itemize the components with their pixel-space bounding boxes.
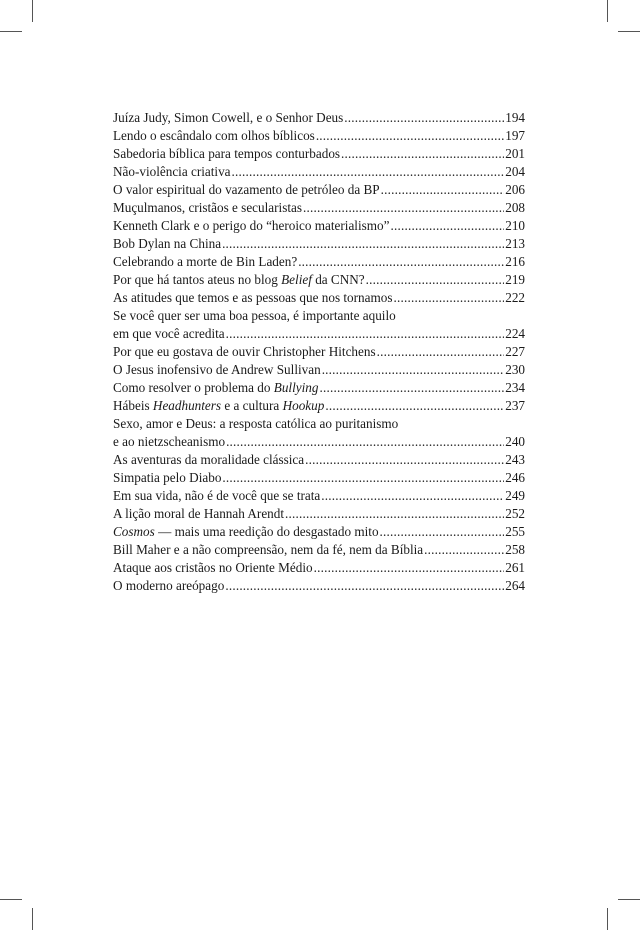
- toc-dot-leader: [305, 451, 504, 469]
- toc-entry-row: [113, 505, 525, 523]
- toc-dot-leader: [232, 163, 505, 181]
- toc-entry-title-text: em que você acredita: [113, 326, 225, 341]
- toc-entry-title: [113, 181, 380, 199]
- toc-entry[interactable]: [113, 559, 525, 577]
- toc-entry-title-line: Se você quer ser uma boa pessoa, é importante aquilo: [113, 308, 396, 323]
- toc-entry-title: [113, 379, 318, 397]
- toc-entry-title: [113, 469, 221, 487]
- toc-page-number: 237: [505, 398, 525, 413]
- toc-dot-leader: [377, 343, 505, 361]
- toc-entry[interactable]: [113, 523, 525, 541]
- toc-entry-title-text: Não-violência criativa: [113, 164, 231, 179]
- toc-entry[interactable]: [113, 451, 525, 469]
- toc-entry-row: [113, 181, 525, 199]
- toc-page-number: 204: [505, 164, 525, 179]
- toc-entry-title: [113, 397, 324, 415]
- toc-entry-row: [113, 235, 525, 253]
- toc-entry-title: [113, 523, 379, 541]
- toc-page-number: 234: [505, 380, 525, 395]
- toc-entry-title: [113, 271, 365, 289]
- toc-page-number: 252: [505, 506, 525, 521]
- toc-entry-title: [113, 163, 231, 181]
- toc-dot-leader: [316, 127, 504, 145]
- toc-entry[interactable]: [113, 199, 525, 217]
- toc-entry-title: [113, 217, 389, 235]
- toc-dot-leader: [380, 523, 505, 541]
- toc-entry-title: [113, 289, 392, 307]
- toc-dot-leader: [393, 289, 504, 307]
- toc-dot-leader: [366, 271, 505, 289]
- toc-page-number: 194: [505, 110, 525, 125]
- toc-entry-row: [113, 109, 525, 127]
- toc-entry-title-text: — mais uma reedição do desgastado mito: [154, 524, 379, 539]
- toc-dot-leader: [314, 559, 505, 577]
- toc-dot-leader: [424, 541, 504, 559]
- toc-entry-title: [113, 541, 423, 559]
- toc-dot-leader: [381, 181, 505, 199]
- toc-entry[interactable]: [113, 163, 525, 181]
- toc-entry-title-text: As atitudes que temos e as pessoas que nos tornamos: [113, 290, 393, 305]
- toc-dot-leader: [341, 145, 504, 163]
- toc-entry[interactable]: [113, 541, 525, 559]
- toc-entry-title-text: Celebrando a morte de Bin Laden?: [113, 254, 298, 269]
- toc-page-number: 201: [505, 146, 525, 161]
- toc-entry[interactable]: [113, 307, 525, 343]
- toc-entry-title-text: Sabedoria bíblica para tempos conturbados: [113, 146, 341, 161]
- crop-mark-top-left: [32, 0, 33, 22]
- toc-dot-leader: [222, 235, 504, 253]
- toc-entry-row: [113, 469, 525, 487]
- toc-page-number: 258: [505, 542, 525, 557]
- toc-entry-title-italic: Headhunters: [152, 398, 222, 413]
- toc-entry-row: [113, 127, 525, 145]
- toc-entry-title-text: Em sua vida, não é de você que se trata: [113, 488, 321, 503]
- toc-page-number: 264: [505, 578, 525, 593]
- toc-entry[interactable]: [113, 109, 525, 127]
- toc-page-number: 240: [505, 434, 525, 449]
- toc-entry-row: [113, 199, 525, 217]
- toc-entry-title: [113, 127, 315, 145]
- toc-entry-title: [113, 487, 320, 505]
- toc-page-number: 206: [505, 182, 525, 197]
- toc-entry[interactable]: [113, 181, 525, 199]
- toc-page-number: 216: [505, 254, 525, 269]
- toc-entry-title-text: O moderno areópago: [113, 578, 225, 593]
- toc-entry-title: [113, 451, 304, 469]
- toc-page-number: 222: [505, 290, 525, 305]
- toc-entry-title-text: Bob Dylan na China: [113, 236, 222, 251]
- toc-entry-row: [113, 361, 525, 379]
- toc-page-number: 261: [505, 560, 525, 575]
- toc-entry-title-text: da CNN?: [311, 272, 365, 287]
- crop-mark-top-left-h: [0, 31, 22, 32]
- toc-entry-title-text: Kenneth Clark e o perigo do “heroico materialismo”: [113, 218, 390, 233]
- toc-dot-leader: [226, 325, 505, 343]
- toc-dot-leader: [303, 199, 504, 217]
- toc-entry-title-italic: Cosmos: [113, 524, 155, 539]
- toc-entry[interactable]: [113, 235, 525, 253]
- crop-mark-top-right-h: [618, 31, 640, 32]
- toc-entry-row: [113, 289, 525, 307]
- toc-page-number: 249: [505, 488, 525, 503]
- toc-entry-title-text: O valor espiritual do vazamento de petróleo da BP: [113, 182, 380, 197]
- toc-entry-title: [113, 559, 313, 577]
- toc-dot-leader: [325, 397, 504, 415]
- toc-dot-leader: [298, 253, 504, 271]
- toc-page-number: 219: [505, 272, 525, 287]
- toc-entry-title-italic: Hookup: [282, 398, 325, 413]
- toc-entry[interactable]: [113, 415, 525, 451]
- toc-dot-leader: [344, 109, 504, 127]
- crop-mark-bottom-left: [32, 908, 33, 930]
- toc-entry-title-text: Ataque aos cristãos no Oriente Médio: [113, 560, 313, 575]
- toc-entry-title: [113, 145, 340, 163]
- toc-entry[interactable]: [113, 145, 525, 163]
- toc-entry-row: [113, 145, 525, 163]
- toc-page-number: 210: [505, 218, 525, 233]
- toc-page-number: 230: [505, 362, 525, 377]
- toc-entry[interactable]: [113, 217, 525, 235]
- toc-entry[interactable]: [113, 361, 525, 379]
- toc-page-number: 224: [505, 326, 525, 341]
- toc-entry-title-italic: Belief: [281, 272, 312, 287]
- toc-entry[interactable]: [113, 271, 525, 289]
- toc-entry-title: [113, 433, 225, 451]
- toc-entry-title-text: Juíza Judy, Simon Cowell, e o Senhor Deus: [113, 110, 344, 125]
- toc-page-number: 243: [505, 452, 525, 467]
- toc-entry-title-text: Bill Maher e a não compreensão, nem da fé, nem da Bíblia: [113, 542, 424, 557]
- toc-entry-title-text: Por que eu gostava de ouvir Christopher Hitchens: [113, 344, 376, 359]
- toc-page-number: 255: [505, 524, 525, 539]
- crop-mark-top-right: [607, 0, 608, 22]
- toc-page-number: 208: [505, 200, 525, 215]
- toc-entry-title: [113, 361, 321, 379]
- crop-mark-bottom-left-h: [0, 899, 22, 900]
- toc-entry-row: [113, 451, 525, 469]
- toc-entry[interactable]: [113, 469, 525, 487]
- toc-entry-title: [113, 325, 225, 343]
- toc-entry[interactable]: [113, 253, 525, 271]
- toc-entry-title-text: O Jesus inofensivo de Andrew Sullivan: [113, 362, 321, 377]
- toc-entry-row: [113, 577, 525, 595]
- toc-entry-title-text: Por que há tantos ateus no blog: [113, 272, 282, 287]
- crop-mark-bottom-right: [607, 908, 608, 930]
- toc-entry-title-italic: Bullying: [273, 380, 319, 395]
- toc-entry-title: [113, 505, 284, 523]
- toc-entry-row: [113, 253, 525, 271]
- toc-page-number: 246: [505, 470, 525, 485]
- toc-dot-leader: [226, 433, 504, 451]
- toc-entry-row: [113, 397, 525, 415]
- toc-entry-row: [113, 217, 525, 235]
- toc-entry-title-line: Sexo, amor e Deus: a resposta católica ao puritanismo: [113, 416, 399, 431]
- toc-entry-title-text: Como resolver o problema do: [113, 380, 274, 395]
- toc-entry[interactable]: [113, 487, 525, 505]
- toc-entry-title-text: As aventuras da moralidade clássica: [113, 452, 305, 467]
- toc-entry-title: [113, 199, 302, 217]
- toc-entry[interactable]: [113, 289, 525, 307]
- toc-dot-leader: [222, 469, 504, 487]
- toc-entry-title-text: Hábeis: [113, 398, 153, 413]
- toc-entry-title-text: e ao nietzscheanismo: [113, 434, 226, 449]
- toc-entry-row: [113, 163, 525, 181]
- toc-entry-row: [113, 541, 525, 559]
- toc-entry-title: [113, 253, 297, 271]
- table-of-contents: [113, 109, 525, 595]
- toc-entry[interactable]: [113, 379, 525, 397]
- toc-entry-row: [113, 343, 525, 361]
- toc-entry-title-text: Lendo o escândalo com olhos bíblicos: [113, 128, 315, 143]
- crop-mark-bottom-right-h: [618, 899, 640, 900]
- toc-entry[interactable]: [113, 397, 525, 415]
- toc-dot-leader: [319, 379, 504, 397]
- toc-entry-title-text: Muçulmanos, cristãos e secularistas: [113, 200, 302, 215]
- toc-entry-row: [113, 271, 525, 289]
- toc-entry-title: [113, 577, 224, 595]
- toc-entry-row: [113, 523, 525, 541]
- toc-dot-leader: [225, 577, 504, 595]
- toc-dot-leader: [390, 217, 504, 235]
- toc-entry[interactable]: [113, 127, 525, 145]
- toc-entry[interactable]: [113, 577, 525, 595]
- toc-page-number: 227: [505, 344, 525, 359]
- toc-entry-row: [113, 487, 525, 505]
- toc-page-number: 197: [505, 128, 525, 143]
- toc-entry-title: [113, 109, 343, 127]
- toc-entry-title-text: e a cultura: [221, 398, 283, 413]
- toc-entry-title: [113, 343, 376, 361]
- toc-dot-leader: [285, 505, 504, 523]
- toc-dot-leader: [321, 487, 504, 505]
- toc-entry-row: [113, 325, 525, 343]
- toc-page-number: 213: [505, 236, 525, 251]
- toc-entry[interactable]: [113, 505, 525, 523]
- toc-entry-row: [113, 379, 525, 397]
- toc-entry-title-text: A lição moral de Hannah Arendt: [113, 506, 285, 521]
- toc-dot-leader: [322, 361, 505, 379]
- toc-entry-title-text: Simpatia pelo Diabo: [113, 470, 222, 485]
- toc-entry-row: [113, 559, 525, 577]
- toc-entry[interactable]: [113, 343, 525, 361]
- toc-entry-title: [113, 235, 221, 253]
- toc-entry-row: [113, 433, 525, 451]
